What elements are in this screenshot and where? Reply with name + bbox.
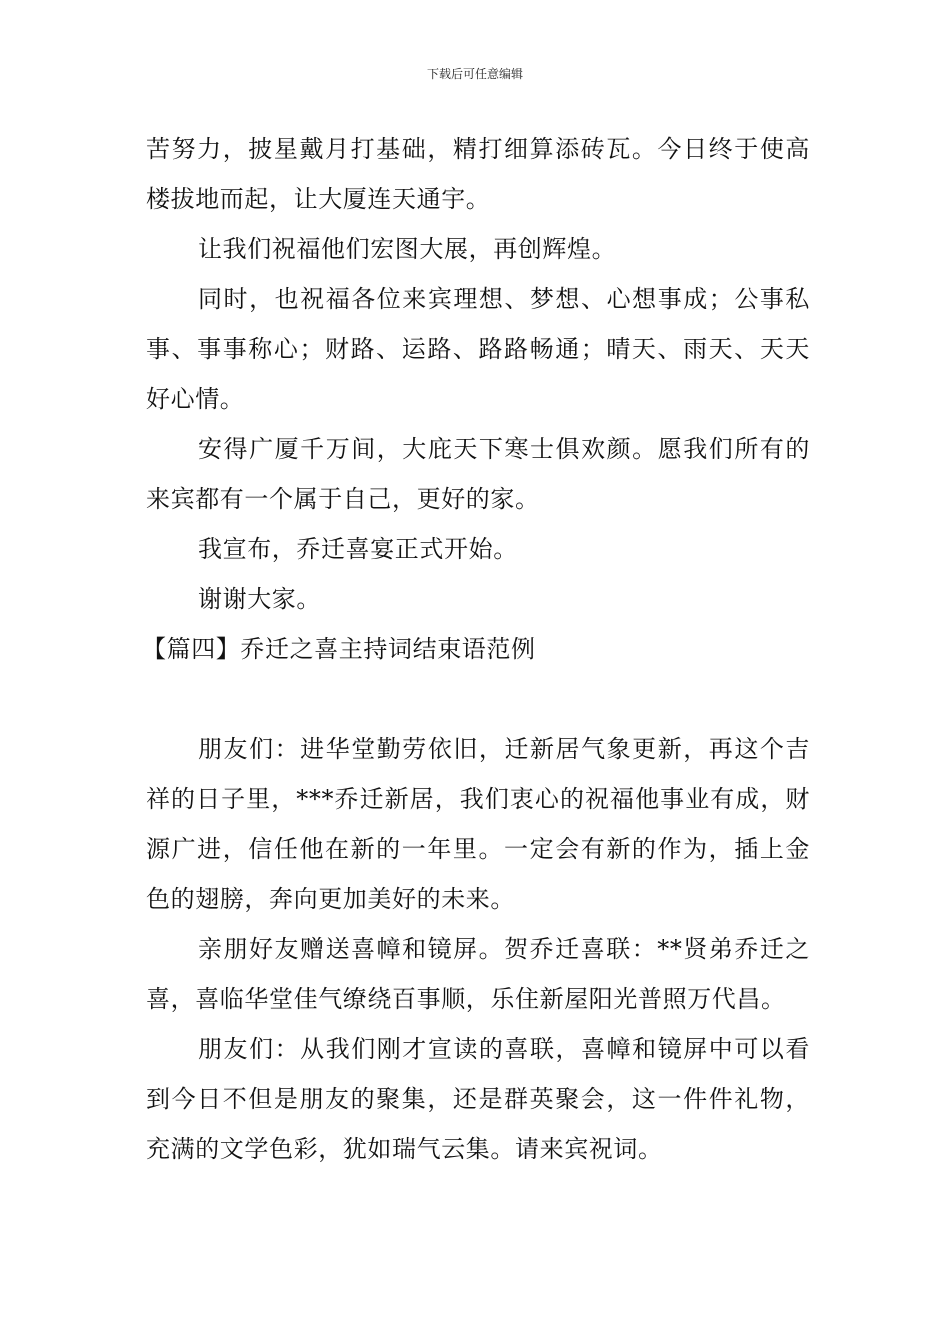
paragraph-thanks: 谢谢大家。: [198, 585, 321, 613]
section-spacer: [146, 674, 810, 724]
page-header: 下载后可任意编辑: [426, 67, 523, 81]
paragraph-friends-1: 朋友们：进华堂勤劳依旧，迁新居气象更新，再这个吉祥的日子里，***乔迁新居，我们衷心的祝福他事业有成，财源广进，信任他在新的一年里。一定会有新的作为，插上金色的翅膀，奔向更加美好的未来。: [146, 735, 810, 913]
paragraph-couplet: 亲朋好友赠送喜幛和镜屏。贺乔迁喜联：**贤弟乔迁之喜，喜临华堂佳气缭绕百事顺，乐住新屋阳光普照万代昌。: [146, 935, 810, 1013]
document-body: [142, 124, 810, 1174]
paragraph-blessing: 让我们祝福他们宏图大展，再创辉煌。: [198, 235, 617, 263]
paragraph-poem: 安得广厦千万间，大庇天下寒士俱欢颜。愿我们所有的来宾都有一个属于自己，更好的家。: [146, 435, 810, 513]
paragraph-continued: 苦努力，披星戴月打基础，精打细算添砖瓦。今日终于使高楼拔地而起，让大厦连天通宇。: [146, 135, 810, 213]
section-title: 【篇四】乔迁之喜主持词结束语范例: [142, 635, 536, 663]
paragraph-friends-2: 朋友们：从我们刚才宣读的喜联，喜幛和镜屏中可以看到今日不但是朋友的聚集，还是群英聚会，这一件件礼物，充满的文学色彩，犹如瑞气云集。请来宾祝词。: [146, 1035, 810, 1163]
paragraph-announcement: 我宣布，乔迁喜宴正式开始。: [198, 535, 518, 563]
paragraph-wishes: 同时，也祝福各位来宾理想、梦想、心想事成；公事私事、事事称心；财路、运路、路路畅通；晴天、雨天、天天好心情。: [146, 285, 810, 413]
